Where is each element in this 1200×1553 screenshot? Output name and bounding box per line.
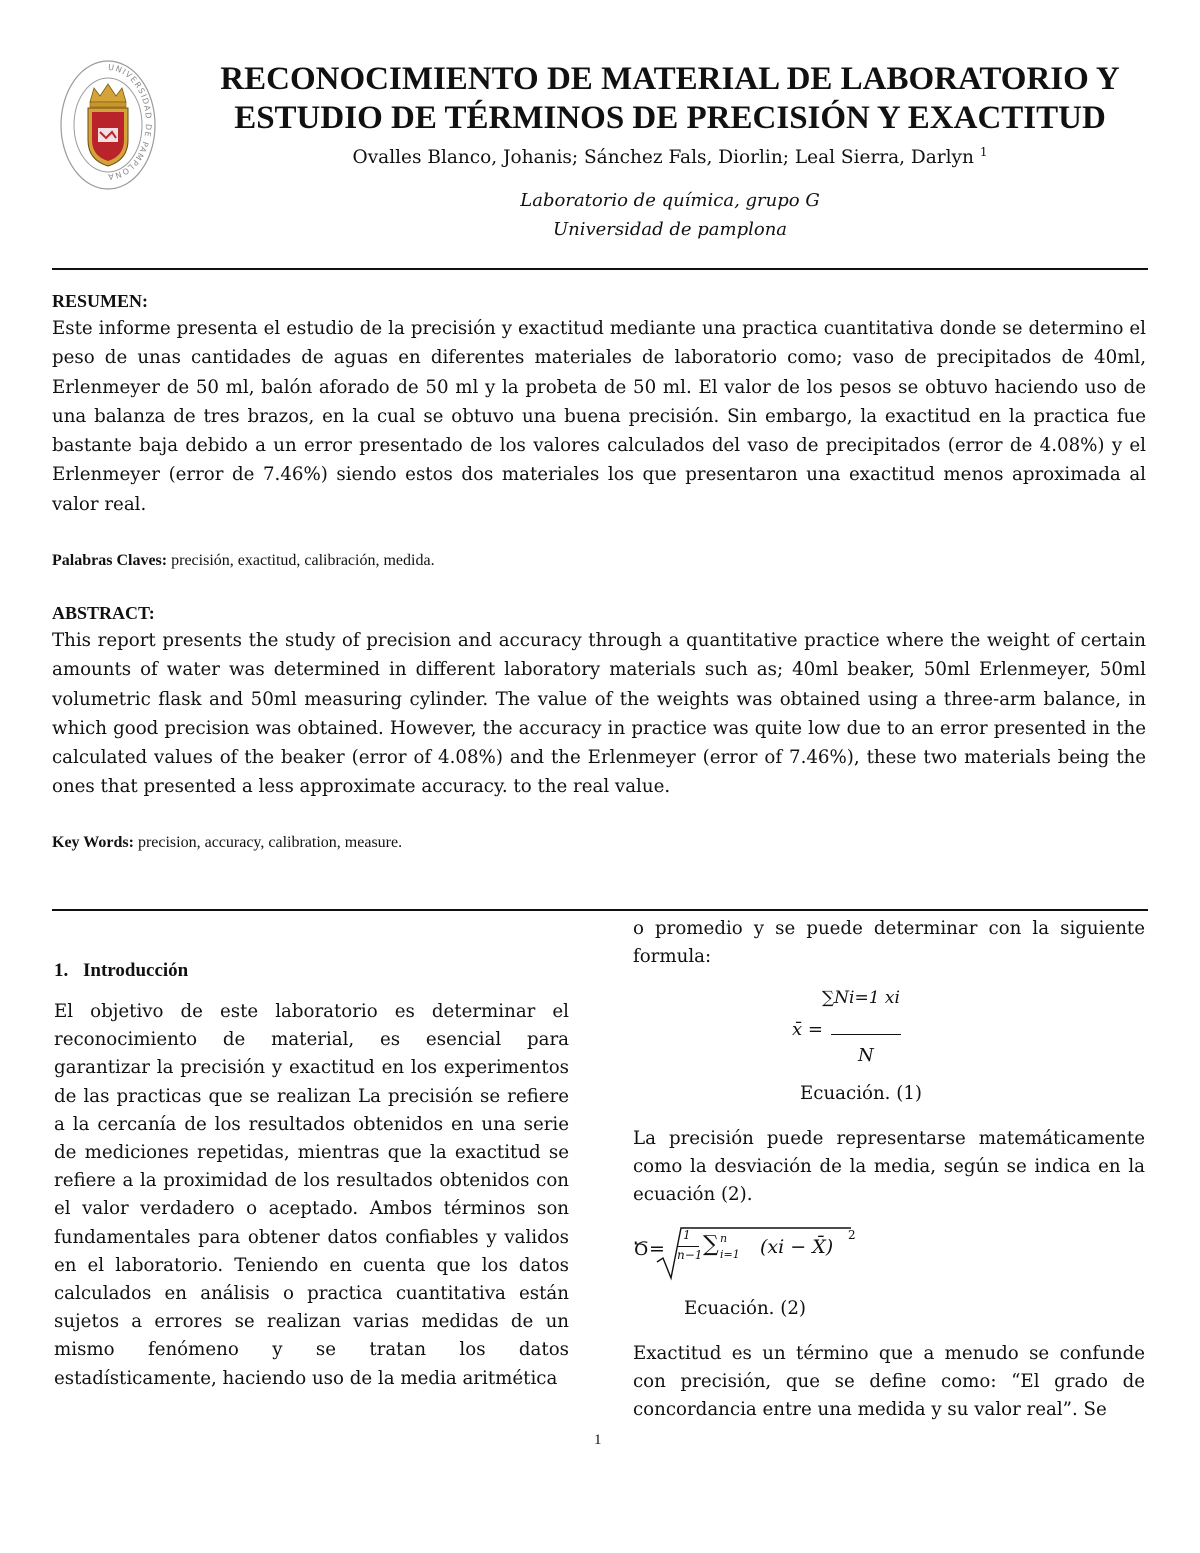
- key-words-label: Key Words:: [52, 834, 134, 851]
- affiliation-lab: Laboratorio de química, grupo G: [520, 190, 820, 211]
- paper-title-line-1: RECONOCIMIENTO DE MATERIAL DE LABORATORIO Y: [220, 61, 1120, 97]
- key-words: [52, 834, 402, 852]
- key-words-text: precision, accuracy, calibration, measure.: [137, 834, 403, 851]
- eq1-numerator: ∑Ni=1 xi: [822, 988, 900, 1008]
- eq1-label: Ecuación. (1): [800, 1083, 923, 1104]
- section-divider: [52, 909, 1148, 911]
- crown-icon: [90, 84, 126, 107]
- eq2-lhs: Ծ=: [633, 1238, 665, 1260]
- shield-icon: [88, 108, 128, 166]
- eq2-label: Ecuación. (2): [684, 1298, 807, 1319]
- resumen-heading: RESUMEN:: [52, 291, 149, 311]
- authors-text: Ovalles Blanco, Johanis; Sánchez Fals, Diorlin; Leal Sierra, Darlyn: [352, 147, 974, 169]
- resumen-text: Este informe presenta el estudio de la precisión y exactitud mediante una practica cuantitativa donde se determino el peso de unas cantidades de aguas en diferentes materiales de laboratorio como; vaso de precipitados de 40ml, Erlenmeyer de 50 ml, balón aforado de 50 ml y la probeta de 50 ml. El valor de los pesos se obtuvo haciendo uso de una balanza de tres brazos, en la cual se obtuvo una buena precisión. Sin embargo, la exactitud en la practica fue bastante baja debido a un error presentado de los valores calculados del vaso de precipitados (error de 4.08%) y el Erlenmeyer (error de 7.46%) siendo estos dos materiales los que presentaron una exactitud menos aproximada al valor real.: [52, 318, 1146, 515]
- intro-number: 1.: [54, 960, 69, 981]
- mean-intro-text: o promedio y se puede determinar con la siguiente formula:: [633, 918, 1145, 968]
- intro-text: El objetivo de este laboratorio es determinar el reconocimiento de material, es esencial para garantizar la precisión y exactitud en los experimentos de las practicas que se realizan La precisión se refiere a la cercanía de los resultados obtenidos en una serie de mediciones repetidas, mientras que la exactitud se refiere a la proximidad de los resultados obtenidos con el valor verdadero o aceptado. Ambos términos son fundamentales para obtener datos confiables y validos en el laboratorio. Teniendo en cuenta que los datos calculados en análisis o practica cuantitativa están sujetos a errores se realizan varias medidas de un mismo fenómeno y se tratan los datos estadísticamente, haciendo uso de la media aritmética: [54, 1001, 569, 1389]
- paper-title-line-2: ESTUDIO DE TÉRMINOS DE PRECISIÓN Y EXACTITUD: [234, 100, 1106, 136]
- eq1-denominator: N: [858, 1045, 874, 1066]
- eq2-exponent: 2: [848, 1228, 856, 1242]
- exactitud-text: Exactitud es un término que a menudo se confunde con precisión, que se define como: “El grado de concordancia entre una medida y su valor real”. Se: [633, 1343, 1145, 1421]
- affiliation-university: Universidad de pamplona: [552, 219, 788, 240]
- page-number: 1: [594, 1432, 602, 1448]
- eq1-fraction-bar: [831, 1034, 901, 1035]
- eq2-sum-symbol: ∑: [703, 1232, 719, 1257]
- header-divider: [52, 268, 1148, 270]
- eq2-frac-den: n−1: [677, 1248, 703, 1262]
- eq2-sum-upper: n: [720, 1232, 728, 1245]
- university-seal-logo: [58, 58, 158, 192]
- eq2-body: (xi − X̄): [760, 1236, 834, 1258]
- abstract-heading: ABSTRACT:: [52, 603, 155, 623]
- author-superscript: 1: [979, 145, 988, 159]
- eq1-lhs: x̄ =: [792, 1019, 823, 1040]
- abstract-text: This report presents the study of precision and accuracy through a quantitative practice where the weight of certain amounts of water was determined in different laboratory materials such as; 40ml beaker, 50ml Erlenmeyer, 50ml volumetric flask and 50ml measuring cylinder. The value of the weights was obtained using a three-arm balance, in which good precision was obtained. However, the accuracy in practice was quite low due to an error presented in the calculated values of the beaker (error of 4.08%) and the Erlenmeyer (error of 7.46%), these two materials being the ones that presented a less approximate accuracy. to the real value.: [52, 630, 1146, 798]
- eq2-sum-lower: i=1: [720, 1248, 740, 1261]
- palabras-claves-label: Palabras Claves:: [52, 552, 168, 569]
- palabras-claves-text: precisión, exactitud, calibración, medida.: [171, 552, 435, 569]
- intro-heading: [54, 960, 188, 982]
- eq2-frac-bar: [677, 1246, 699, 1247]
- authors: [180, 145, 1160, 168]
- palabras-claves: [52, 552, 435, 570]
- intro-title: Introducción: [83, 960, 189, 981]
- precision-text: La precisión puede representarse matemáticamente como la desviación de la media, según se indica en la ecuación (2).: [633, 1128, 1145, 1206]
- seal-ring-text: UNIVERSIDAD DE PAMPLONA: [106, 62, 154, 182]
- eq2-frac-num: 1: [683, 1228, 691, 1242]
